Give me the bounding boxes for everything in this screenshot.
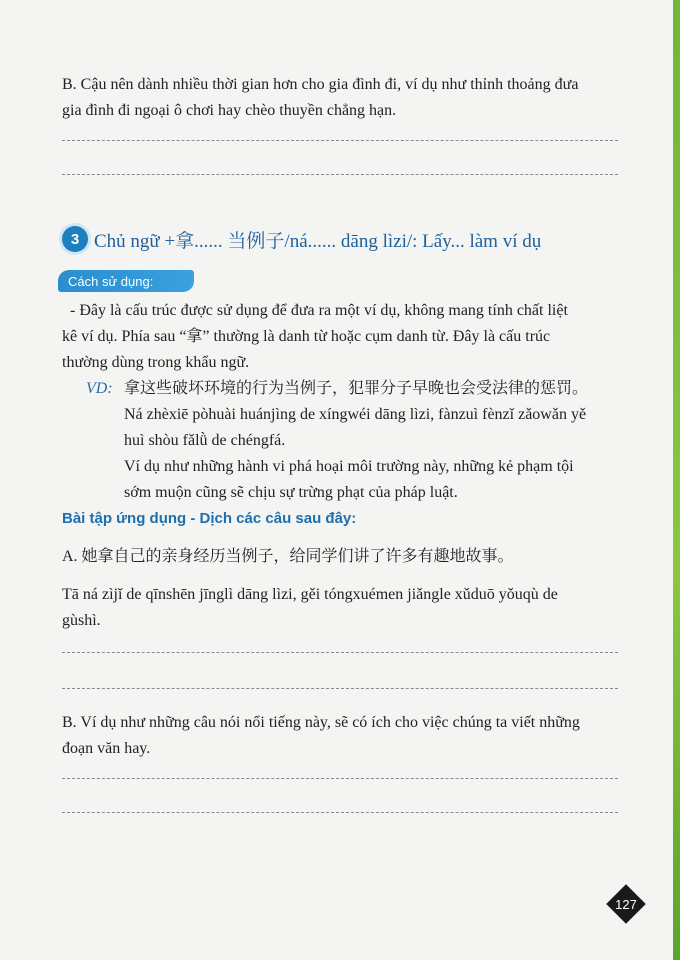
section-heading: [62, 222, 541, 256]
exercise-title: Bài tập ứng dụng - Dịch các câu sau đây:: [62, 510, 357, 527]
section-number-badge: 3: [62, 226, 88, 252]
answer-line[interactable]: [62, 140, 618, 141]
usage-label: Cách sử dụng:: [58, 270, 194, 292]
exercise-b-line2: đoạn văn hay.: [62, 740, 151, 757]
exercise-a-answer-line2: gùshì.: [62, 612, 101, 629]
page-edge-strip: [673, 0, 680, 960]
example-vietnamese-line2: sớm muộn cũng sẽ chịu sự trừng phạt của pháp luật.: [124, 484, 458, 501]
example-label: VD:: [86, 380, 113, 397]
usage-line3: thường dùng trong khẩu ngữ.: [62, 354, 250, 371]
exercise-b-line1: B. Ví dụ như những câu nói nổi tiếng này, sẽ có ích cho việc chúng ta viết những: [62, 714, 580, 731]
answer-line[interactable]: [62, 778, 618, 779]
answer-line[interactable]: [62, 812, 618, 813]
answer-line[interactable]: [62, 174, 618, 175]
page-number-badge: [606, 884, 646, 924]
example-chinese: 拿这些破坏环境的行为当例子，犯罪分子早晚也会受法律的惩罚。: [124, 380, 589, 397]
exercise-a-chinese: A. 她拿自己的亲身经历当例子，给同学们讲了许多有趣地故事。: [62, 548, 514, 565]
exercise-a-answer-line1: Tā ná zìjǐ de qīnshēn jīnglì dāng lìzi, gěi tóngxuémen jiǎngle xǔduō yǒuqù de: [62, 586, 558, 603]
example-pinyin-line2: huì shòu fǎlǜ de chéngfá.: [124, 432, 286, 449]
page-number: 127: [615, 896, 637, 912]
usage-line2: kê ví dụ. Phía sau “拿” thường là danh từ hoặc cụm danh từ. Đây là cấu trúc: [62, 328, 551, 345]
answer-line[interactable]: [62, 688, 618, 689]
answer-line[interactable]: [62, 652, 618, 653]
intro-b-line1: B. Cậu nên dành nhiều thời gian hơn cho gia đình đi, ví dụ như thỉnh thoảng đưa: [62, 76, 579, 93]
section-title: Chủ ngữ +拿...... 当例子/ná...... dāng lìzi/: Lấy... làm ví dụ: [94, 230, 542, 252]
intro-b-line2: gia đình đi ngoại ô chơi hay chèo thuyền chẳng hạn.: [62, 102, 397, 119]
example-vietnamese-line1: Ví dụ như những hành vi phá hoại môi trường này, những kẻ phạm tội: [124, 458, 574, 475]
usage-line1: - Đây là cấu trúc được sử dụng để đưa ra một ví dụ, không mang tính chất liệt: [70, 302, 568, 319]
example-pinyin-line1: Ná zhèxiē pòhuài huánjìng de xíngwéi dāng lìzi, fànzuì fènzǐ zǎowǎn yě: [124, 406, 587, 423]
